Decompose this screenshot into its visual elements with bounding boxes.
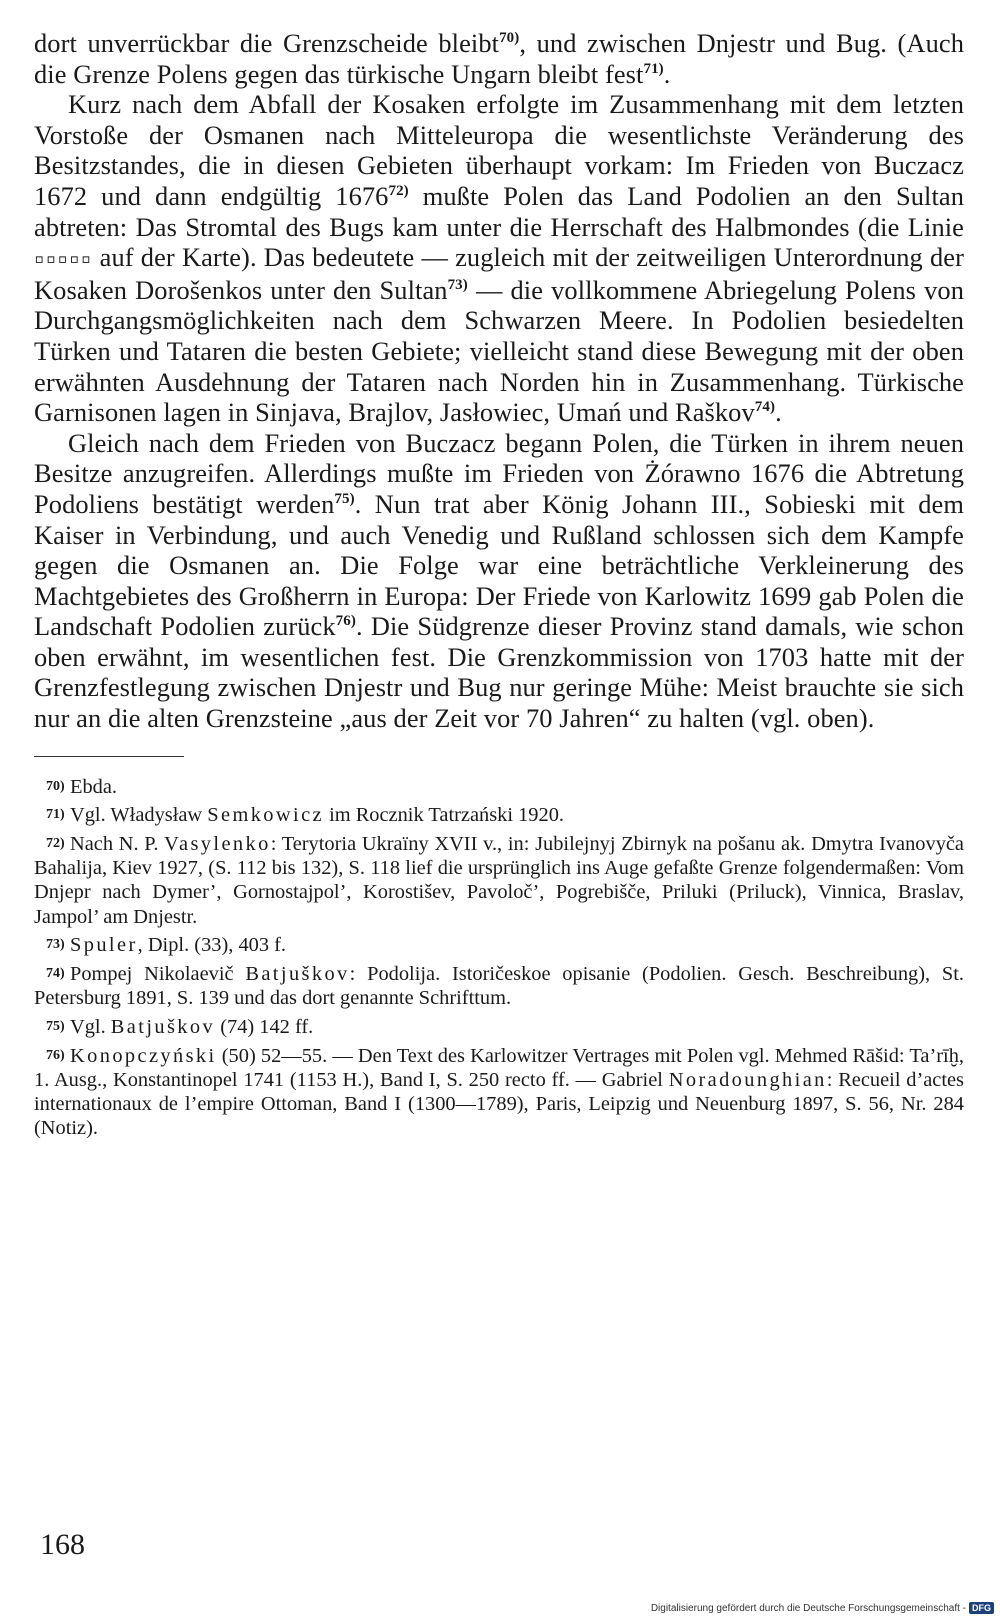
paragraph-2 bbox=[34, 89, 964, 428]
map-line-marker: ▫▫▫▫▫ bbox=[34, 249, 93, 270]
footnote-number: 74) bbox=[46, 966, 65, 982]
footnote-text: Vgl. bbox=[70, 1015, 111, 1038]
paragraph-3 bbox=[34, 428, 964, 734]
text: . Die Südgrenze dieser Provinz stand damals, wie schon oben erwähnt, im wesentlichen fest. Die Grenzkommission von 1703 hatte mit der Grenzfestlegung zwischen Dnjestr und Bug nur geringe Mühe: Meist brauchte sie sich nur an die alten Grenzsteine „aus der Zeit vor 70 Jahren“ zu halten (vgl. oben). bbox=[34, 611, 964, 734]
author-name: Spuler bbox=[70, 934, 138, 957]
footnote-text: Vgl. Władysław bbox=[70, 804, 208, 827]
footnote-number: 75) bbox=[46, 1018, 65, 1034]
footnote-number: 71) bbox=[46, 807, 65, 823]
page-number: 168 bbox=[40, 1528, 85, 1561]
footnote-75 bbox=[34, 1015, 964, 1039]
dfg-logo-icon: DFG bbox=[969, 1602, 994, 1614]
footnote-number: 70) bbox=[46, 778, 65, 794]
footnote-71 bbox=[34, 803, 964, 827]
footnote-ref-70[interactable]: 70) bbox=[499, 30, 520, 47]
text: Gleich nach dem Frieden von Buczacz begann Polen, die Türken in ihrem neuen Besitze anzugreifen. Allerdings mußte im Frieden von Żórawno 1676 die Abtretung Podoliens bestätigt werden bbox=[34, 427, 964, 519]
footnote-text: , Dipl. (33), 403 f. bbox=[137, 934, 287, 957]
author-name: Semkowicz bbox=[207, 804, 324, 827]
text: , und zwischen Dnjestr und Bug. (Auch die Grenze Polens gegen das türkische Ungarn bleibt fest bbox=[34, 28, 964, 89]
text: — die vollkommene Abriegelung Polens von Durchgangsmöglichkeiten nach dem Schwarzen Meere. In Podolien besiedelten Türken und Tataren die besten Gebiete; vielleicht stand diese Bewegung mit der oben erwähnten Ausdehnung der Tataren nach Norden hin in Zusammenhang. Türkische Garnisonen lagen in Sinjava, Brajlov, Jasłowiec, Umań und Raškov bbox=[34, 274, 964, 428]
text: auf der Karte). Das bedeutete — zugleich mit der zeitweiligen Unterordnung der Kosaken Dorošenkos unter den Sultan bbox=[34, 242, 964, 305]
footnote-72 bbox=[34, 832, 964, 929]
footnote-text: Nach N. P. bbox=[70, 833, 165, 856]
text: . Nun trat aber König Johann III., Sobieski mit dem Kaiser in Verbindung, und auch Venedig und Rußland schlossen sich dem Kampfe gegen die Osmanen an. Die Folge war eine beträchtliche Verkleinerung des Machtgebietes des Großherrn in Europa: Der Friede von Karlowitz 1699 gab Polen die Landschaft Podolien zurück bbox=[34, 488, 964, 642]
footnote-number: 76) bbox=[46, 1047, 65, 1063]
footnote-number: 73) bbox=[46, 937, 65, 953]
footnote-text: (50) 52—55. — Den Text des Karlowitzer Vertrages mit Polen vgl. Mehmed Rāšid: Ta’rīḫ, 1. Ausg., Konstantinopel 1741 (1153 H.), Band I, S. 250 recto ff. — Gabriel bbox=[34, 1044, 964, 1091]
author-name: Batjuškov bbox=[245, 963, 350, 986]
text: Kurz nach dem Abfall der Kosaken erfolgte im Zusammenhang mit dem letzten Vorstoße der Osmanen nach Mitteleuropa die wesentlichste Veränderung des Besitzstandes, die in diesen Gebieten überhaupt vorkam: Im Frieden von Buczacz 1672 und dann endgültig 1676 bbox=[34, 89, 964, 211]
digitization-credit bbox=[651, 1602, 994, 1614]
author-name: Noradounghian bbox=[668, 1068, 827, 1091]
text: dort unverrückbar die Grenzscheide bleibt bbox=[34, 28, 500, 58]
footnote-ref-74[interactable]: 74) bbox=[754, 399, 776, 416]
footnote-text: : Recueil d’actes internationaux de l’empire Ottoman, Band I (1300—1789), Paris, Leipzig und Neuenburg 1897, S. 56, Nr. 284 (Notiz). bbox=[34, 1068, 964, 1140]
footnote-74 bbox=[34, 962, 964, 1010]
author-name: Batjuškov bbox=[110, 1015, 216, 1038]
footnote-text: : Podolija. Istoričeskoe opisanie (Podolien. Gesch. Beschreibung), St. Petersburg 1891, S. 139 und das dort genannte Schrifttum. bbox=[34, 963, 964, 1010]
paragraph-1 bbox=[34, 28, 964, 89]
footnotes bbox=[34, 775, 964, 1141]
page bbox=[34, 28, 964, 1145]
footnote-number: 72) bbox=[46, 836, 65, 852]
footnote-73 bbox=[34, 933, 964, 957]
author-name: Konopczyński bbox=[70, 1044, 217, 1067]
footnote-70 bbox=[34, 775, 964, 799]
author-name: Vasylenko bbox=[164, 833, 271, 856]
text: . bbox=[775, 397, 782, 428]
footnote-text: Pompej Nikolaevič bbox=[70, 963, 246, 986]
footnote-text: (74) 142 ff. bbox=[215, 1015, 314, 1038]
main-text bbox=[34, 28, 964, 734]
footnote-ref-71[interactable]: 71) bbox=[643, 60, 664, 77]
footnote-ref-73[interactable]: 73) bbox=[447, 276, 468, 293]
footnote-ref-72[interactable]: 72) bbox=[388, 183, 409, 200]
text: . bbox=[663, 58, 671, 89]
footnote-ref-76[interactable]: 76) bbox=[335, 613, 356, 630]
footnote-76 bbox=[34, 1044, 964, 1141]
footnote-text: Ebda. bbox=[70, 775, 117, 798]
credit-text: Digitalisierung gefördert durch die Deutsche Forschungsgemeinschaft - bbox=[650, 1602, 966, 1614]
footnote-text: im Rocznik Tatrzański 1920. bbox=[323, 804, 564, 827]
footnote-ref-75[interactable]: 75) bbox=[334, 491, 355, 508]
footnote-text: : Terytoria Ukraïny XVII v., in: Jubilejnyj Zbirnyk na pošanu ak. Dmytra Ivanovyča Bahalija, Kiev 1927, (S. 112 bis 132), S. 118 lief die ursprünglich ins Auge gefaßte Grenze folgendermaßen: Vom Dnjepr nach Dymer’, Gornostajpol’, Korostišev, Pavoloč’, Pogrebišče, Priluki (Priluck), Vinnica, Braslav, Jampol’ am Dnjestr. bbox=[34, 833, 964, 928]
text: mußte Polen das Land Podolien an den Sultan abtreten: Das Stromtal des Bugs kam unter die Herrschaft des Halbmondes (die Linie bbox=[34, 180, 964, 242]
footnote-divider bbox=[34, 756, 184, 757]
